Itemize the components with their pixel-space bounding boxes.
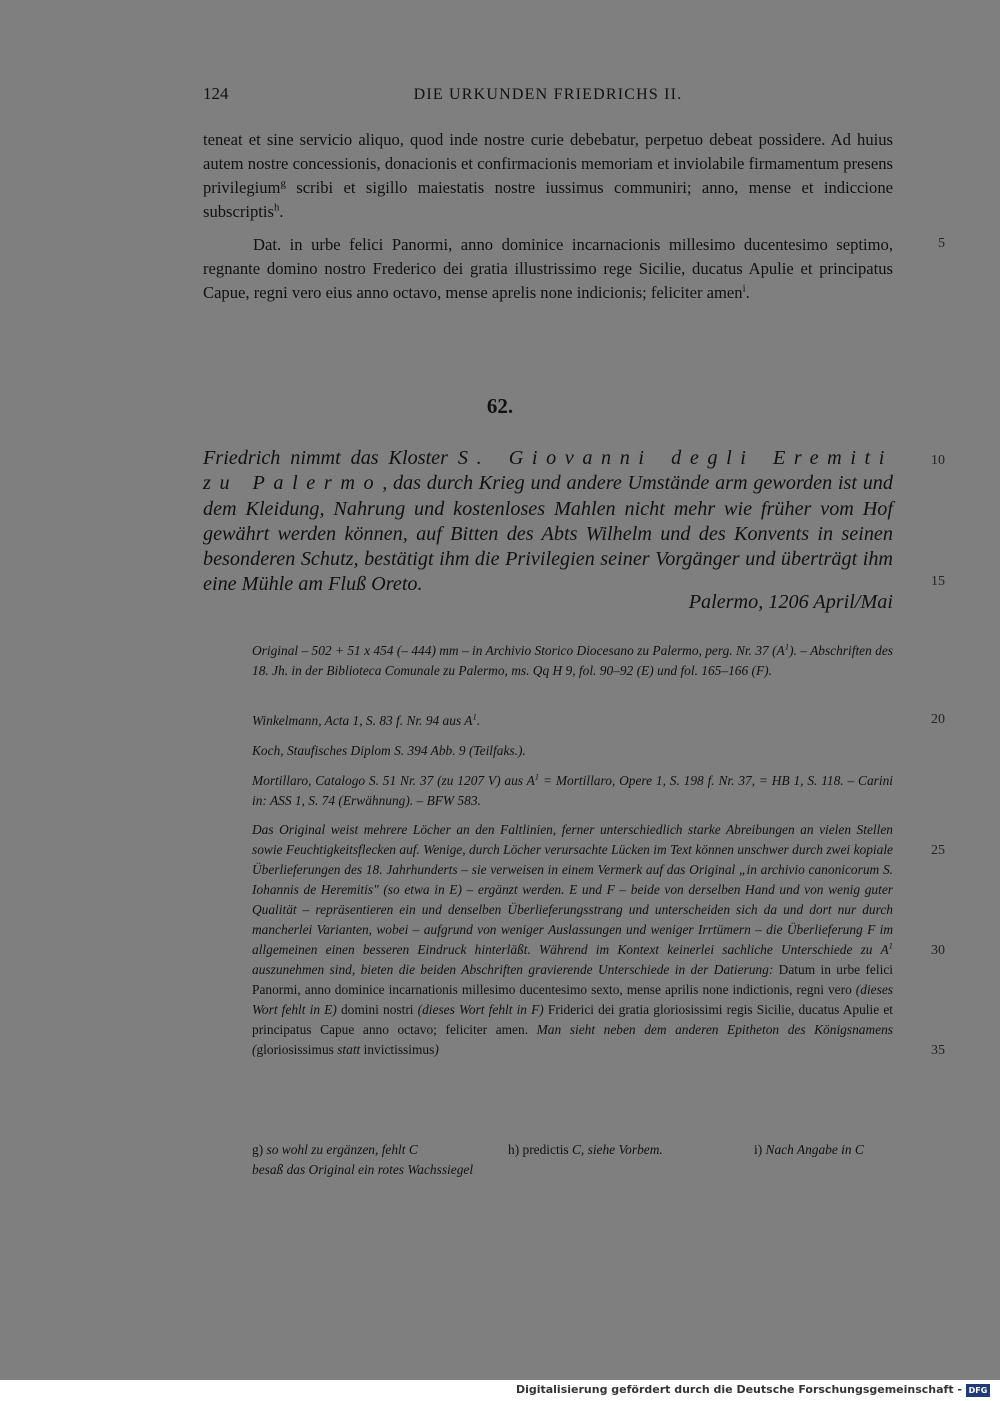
- apparatus-preliminary-remark: [252, 820, 893, 1060]
- running-header: [203, 84, 893, 110]
- latin-quote: gloriosissimus: [256, 1042, 334, 1057]
- footnote-word: predictis: [522, 1142, 569, 1157]
- footnote-label: h): [508, 1142, 520, 1157]
- place-date: Palermo, 1206 April/Mai: [688, 591, 893, 613]
- apparatus-segment: ). – Abschriften des 18. Jh. in der Biblioteca Comunale zu Palermo, ms. Qq H 9, fol. 90–92 (E) und fol. 165–166 (F).: [252, 643, 894, 678]
- apparatus-segment: auszunehmen sind, bieten die beiden Abschriften gravierende Unterschiede in der Datierung:: [252, 962, 779, 977]
- latin-quote: Datum in urbe felici Panormi, anno dominice incarnationis millesimo ducentesimo sexto, mense aprilis none indictionis, regni vero: [252, 962, 893, 997]
- footer-bar: [0, 1380, 1000, 1401]
- apparatus-sup: 1: [534, 771, 540, 782]
- page-number: 124: [203, 84, 229, 103]
- apparatus-facsimile: Koch, Staufisches Diplom S. 394 Abb. 9 (Teilfaks.).: [252, 743, 526, 758]
- latin-quote: Friderici dei gratia gloriosissimi regis Sicilie, ducatus Apulie et principatus Capue anno octavo; feliciter amen.: [252, 1002, 893, 1037]
- text-segment: teneat et sine servicio aliquo, quod inde nostre curie debebatur, perpetuo debeat possidere. Ad huius autem nostre concessionis, donacionis et confirmacionis memoriam et inviolabile firmamentum presens privilegium: [203, 130, 893, 197]
- footnote-text: C, siehe Vorbem.: [571, 1142, 663, 1157]
- regest: [203, 446, 893, 598]
- apparatus-regests: [252, 771, 893, 811]
- apparatus-sup: 1: [888, 940, 893, 951]
- funding-notice: Digitalisierung gefördert durch die Deutsche Forschungsgemeinschaft -: [515, 1383, 962, 1396]
- apparatus-segment: Man sieht neben dem anderen Epitheton des Königsnamens (: [252, 1022, 893, 1057]
- margin-line-number: 20: [931, 712, 945, 727]
- apparatus-segment: Mortillaro, Catalogo S. 51 Nr. 37 (zu 1207 V) aus A: [252, 773, 535, 788]
- footnote-h: [508, 1140, 754, 1160]
- apparatus-segment: Original – 502 + 51 x 454 (– 444) mm – in Archivio Storico Diocesano zu Palermo, perg. Nr. 37 (A: [252, 643, 785, 658]
- regest-place-name: S. Giovanni degli Eremiti zu Palermo: [203, 447, 893, 495]
- footnote-ref-h: h: [274, 201, 280, 214]
- footnote-g: [252, 1140, 508, 1160]
- text-segment: scribi et sigillo maiestatis nostre iussimus communiri; anno, mense et indiccione subscriptis: [203, 178, 893, 221]
- footnote-text: so wohl zu ergänzen, fehlt C: [266, 1142, 418, 1157]
- footnotes: [252, 1140, 893, 1180]
- regest-segment: , das durch Krieg und andere Umstände arm geworden ist und dem Kleidung, Nahrung und kostenloses Mahlen nicht mehr wie früher vom Hof gewährt werden können, auf Bitten des Abts Wilhelm und des Konvents in seinen besonderen Schutz, bestätigt ihm die Privilegien seiner Vorgänger und überträgt ihm eine Mühle am Fluß Oreto.: [203, 472, 893, 596]
- apparatus-original: [252, 641, 893, 681]
- dfg-logo: DFG: [966, 1384, 990, 1397]
- apparatus-sup: 1: [472, 711, 477, 722]
- latin-quote: invictissimus: [363, 1042, 435, 1057]
- document-number: 62.: [486, 394, 514, 418]
- running-title: DIE URKUNDEN FRIEDRICHS II.: [413, 86, 683, 103]
- text-segment: .: [279, 202, 284, 221]
- margin-line-number: 30: [931, 943, 945, 958]
- charter-text-end: [203, 128, 893, 224]
- dating-clause: [203, 233, 893, 305]
- text-segment: Dat. in urbe felici Panormi, anno dominice incarnacionis millesimo ducentesimo septimo, regnante domino nostro Frederico dei gratia illustrissimo rege Sicilie, ducatus Apulie et principatus Capue, regni vero eius anno octavo, mense aprelis none indicionis; feliciter amen: [203, 235, 893, 302]
- apparatus-segment: statt: [333, 1042, 364, 1057]
- apparatus-segment: (dieses Wort fehlt in F): [413, 1002, 548, 1017]
- apparatus-segment: Das Original weist mehrere Löcher an den Faltlinien, ferner unterschiedlich starke Abreibungen an vielen Stellen sowie Feuchtigkeitsflecken auf. Wenige, durch Löcher verursachte Lücken im Text können unschwer durch zwei kopiale Überlieferungen des 18. Jahrhunderts – sie verweisen in einem Vermerk auf das Original „in archivio canonicorum S. Iohannis de Heremitis" (so etwa in E) – ergänzt werden. E und F – beide von derselben Hand und von wenig guter Qualität – repräsentieren ein und denselben Überlieferungsstrang und unterscheiden sich da und dort nur durch mancherlei Varianten, wobei – aufgrund von weniger Auslassungen und weniger Irrtümern – die Überlieferung F im allgemeinen einen besseren Eindruck hinterläßt. Während im Kontext keinerlei sachliche Unterschiede zu A: [252, 822, 893, 957]
- footnote-ref-i: i: [742, 282, 746, 295]
- apparatus-segment: = Mortillaro, Opere 1, S. 198 f. Nr. 37, = HB 1, S. 118. – Carini in: ASS 1, S. 74 (Erwähnung). – BFW 583.: [252, 773, 893, 808]
- apparatus-sup: 1: [784, 641, 790, 652]
- margin-line-number: 25: [931, 843, 945, 858]
- regest-segment: Friedrich nimmt das Kloster: [203, 447, 458, 469]
- text-segment: .: [745, 283, 750, 302]
- footnote-label: g): [252, 1142, 264, 1157]
- latin-quote: domini nostri: [340, 1002, 414, 1017]
- apparatus-edition: [252, 711, 893, 731]
- margin-line-number: 35: [931, 1043, 945, 1058]
- footnote-label: i): [754, 1142, 763, 1157]
- margin-line-number: 5: [938, 236, 945, 251]
- footnote-text: Nach Angabe in C besaß das Original ein rotes Wachssiegel: [252, 1142, 864, 1177]
- apparatus-segment: (dieses Wort fehlt in E): [252, 982, 893, 1017]
- margin-line-number: 15: [931, 574, 945, 589]
- margin-line-number: 10: [931, 453, 945, 468]
- apparatus-segment: .: [476, 713, 481, 728]
- footnote-ref-g: g: [280, 177, 286, 190]
- apparatus-segment: Winkelmann, Acta 1, S. 83 f. Nr. 94 aus A: [252, 713, 473, 728]
- apparatus-segment: ): [434, 1042, 439, 1057]
